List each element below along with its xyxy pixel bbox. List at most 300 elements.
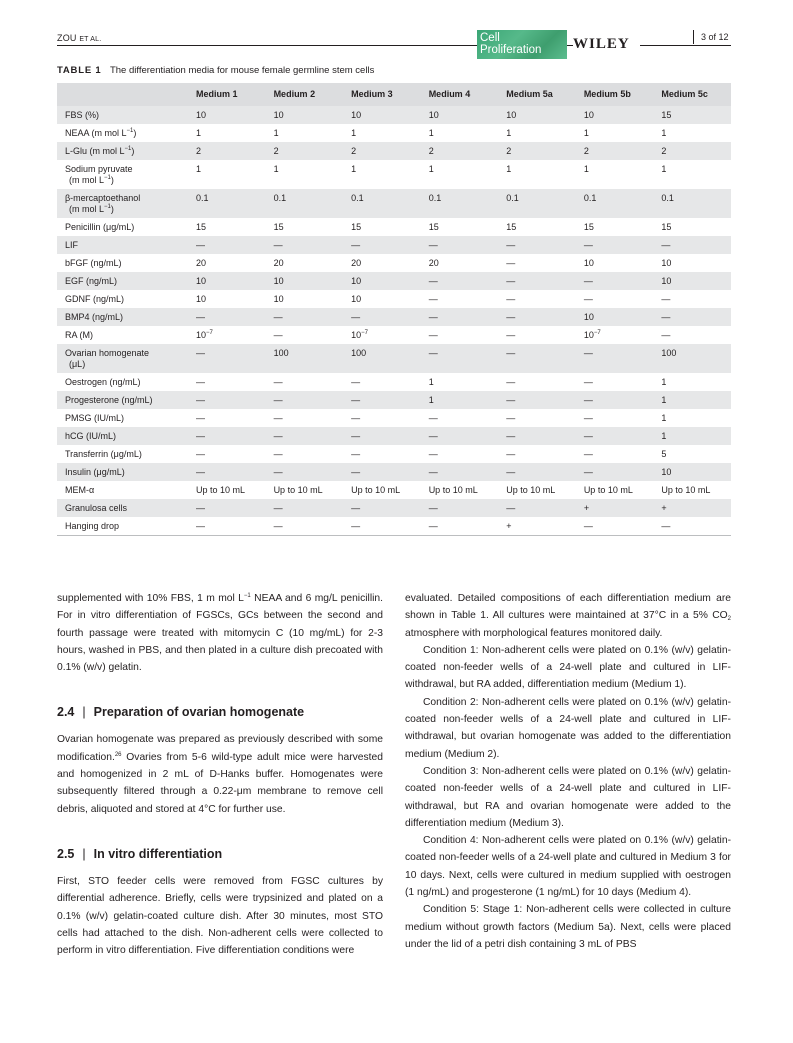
cell-value: — <box>506 503 516 513</box>
row-label-unit <box>65 359 188 370</box>
table-cell <box>343 236 421 254</box>
cell-value: — <box>273 467 283 477</box>
table-cell <box>421 308 499 326</box>
table-cell <box>653 106 731 124</box>
table-cell <box>343 463 421 481</box>
table-cell <box>266 463 344 481</box>
table-cell <box>343 189 421 218</box>
table-cell <box>498 189 576 218</box>
column-header: Medium 3 <box>351 89 393 99</box>
row-label-unit-text: (m mol L <box>69 175 105 185</box>
row-label-text: PMSG (IU/mL) <box>65 413 125 423</box>
cell-value: — <box>428 330 438 340</box>
column-header: Medium 2 <box>273 89 316 99</box>
column-header: Medium 5c <box>661 89 708 99</box>
condition-2-paragraph: Condition 2: Non-adherent cells were plated on 0.1% (w/v) gelatin-coated non-feeder wells of a 24-well plate and cultured in LIF-withdrawal, but ovarian homogenate was added to the differentiation medium (Medium 2). <box>405 696 731 760</box>
table-cell <box>576 106 654 124</box>
row-label-unit-text: (m mol L <box>69 204 105 214</box>
cell-value: 2 <box>351 146 357 156</box>
table-cell <box>498 124 576 142</box>
cell-value: — <box>506 449 516 459</box>
table-cell <box>188 218 266 236</box>
cell-value: 0.1 <box>583 193 597 203</box>
table-cell <box>576 254 654 272</box>
cell-value: 10 <box>273 110 284 120</box>
cell-value: — <box>428 467 438 477</box>
superscript: −1 <box>104 175 111 181</box>
cell-value: — <box>506 348 516 358</box>
cell-value: — <box>661 330 671 340</box>
cell-value: 15 <box>583 222 594 232</box>
row-label <box>57 344 188 373</box>
cell-value: 10 <box>428 110 439 120</box>
cell-value: — <box>351 312 361 322</box>
cell-value: 100 <box>661 348 677 358</box>
cell-value: — <box>351 413 361 423</box>
cell-value: 0.1 <box>196 193 209 203</box>
table-cell <box>498 290 576 308</box>
cell-value: — <box>583 467 593 477</box>
row-label-text: EGF (ng/mL) <box>65 276 118 286</box>
table-cell <box>576 373 654 391</box>
table-cell <box>188 391 266 409</box>
table-cell <box>266 124 344 142</box>
row-label-text: Hanging drop <box>65 521 120 531</box>
row-label-text: MEM-α <box>65 485 95 495</box>
column-header: Medium 5a <box>506 89 553 99</box>
cell-value: 1 <box>661 128 667 138</box>
cell-value: — <box>506 258 516 268</box>
header-rule <box>640 45 731 46</box>
superscript: −1 <box>126 128 134 134</box>
table-cell <box>498 427 576 445</box>
table-cell <box>421 124 499 142</box>
table-cell <box>188 106 266 124</box>
table-cell <box>576 391 654 409</box>
journal-name-line1: Cell <box>480 32 500 44</box>
cell-value: — <box>583 395 593 405</box>
table-cell <box>421 499 499 517</box>
table-row <box>57 160 731 189</box>
cell-value: — <box>196 348 205 358</box>
table-cell <box>188 272 266 290</box>
row-label <box>57 189 188 218</box>
table-cell <box>498 445 576 463</box>
table-row <box>57 272 731 290</box>
table-cell <box>343 499 421 517</box>
table-cell <box>498 391 576 409</box>
cell-value: + <box>506 521 512 531</box>
table-cell <box>653 160 731 189</box>
table-cell <box>188 517 266 536</box>
table-cell <box>653 344 731 373</box>
table-cell <box>266 445 344 463</box>
table-row <box>57 409 731 427</box>
cell-value: — <box>583 294 593 304</box>
table-cell <box>188 445 266 463</box>
row-label-text: NEAA (m mol L <box>65 128 127 138</box>
cell-value: — <box>583 348 593 358</box>
cell-value: — <box>273 449 283 459</box>
row-label <box>57 409 188 427</box>
cell-value: — <box>506 240 516 250</box>
table-cell <box>266 409 344 427</box>
text-run: evaluated. Detailed compositions of each differentiation medium are shown in Table 1. All cultures were maintained at 37°C in a 5% CO <box>405 593 731 622</box>
table-cell <box>653 142 731 160</box>
table-row <box>57 391 731 409</box>
cell-value: 2 <box>273 146 279 156</box>
cell-value: 1 <box>661 395 667 405</box>
cell-value: 2 <box>196 146 202 156</box>
condition-3-paragraph: Condition 3: Non-adherent cells were plated on 0.1% (w/v) gelatin-coated non-feeder wells of a 24-well plate and cultured in LIF-withdrawal, but RA and ovarian homogenate were added to the differentiation medium (Medium 3). <box>405 765 731 829</box>
row-label-text: hCG (IU/mL) <box>65 431 117 441</box>
cell-value: 10 <box>273 276 284 286</box>
subscript: 2 <box>727 616 731 623</box>
cell-value: 10 <box>273 294 284 304</box>
cell-value: — <box>196 467 205 477</box>
table-row <box>57 142 731 160</box>
table-cell <box>653 463 731 481</box>
table-cell <box>343 290 421 308</box>
cell-value: — <box>428 294 438 304</box>
cell-value: — <box>506 395 516 405</box>
exponent: −7 <box>593 330 601 336</box>
cell-value: — <box>196 377 205 387</box>
table-cell <box>421 391 499 409</box>
cell-value: 10 <box>583 330 594 340</box>
table-cell <box>576 124 654 142</box>
table-cell <box>576 290 654 308</box>
cell-value: 1 <box>583 164 589 174</box>
cell-value: 100 <box>273 348 289 358</box>
row-label-unit <box>65 175 188 186</box>
cell-value: Up to 10 mL <box>196 485 246 495</box>
row-label <box>57 124 188 142</box>
table-cell <box>653 308 731 326</box>
table-cell <box>343 344 421 373</box>
table-cell <box>188 254 266 272</box>
cell-value: Up to 10 mL <box>351 485 401 495</box>
table-cell <box>343 391 421 409</box>
table-cell <box>188 481 266 499</box>
table-cell <box>576 272 654 290</box>
cell-value: — <box>196 413 205 423</box>
table-row <box>57 254 731 272</box>
cell-value: 15 <box>506 222 517 232</box>
cell-value: 1 <box>428 128 434 138</box>
text-run: atmosphere with morphological features monitored daily. <box>405 627 663 639</box>
table-cell <box>266 106 344 124</box>
table-body <box>57 106 731 536</box>
superscript: −1 <box>243 593 251 599</box>
cell-value: — <box>428 449 438 459</box>
table-cell <box>421 344 499 373</box>
cell-value: 1 <box>661 164 667 174</box>
table-row <box>57 290 731 308</box>
running-head <box>57 30 731 60</box>
table-header-row <box>57 83 731 106</box>
cell-value: 1 <box>428 395 434 405</box>
row-label <box>57 142 188 160</box>
row-label <box>57 391 188 409</box>
cell-value: 10 <box>506 110 517 120</box>
table-cell <box>576 160 654 189</box>
cell-value: — <box>506 330 516 340</box>
table-cell <box>576 308 654 326</box>
paragraph <box>57 590 383 676</box>
row-label <box>57 517 188 536</box>
cell-value: — <box>428 431 438 441</box>
table-cell <box>266 142 344 160</box>
cell-value: 2 <box>506 146 512 156</box>
table-row <box>57 124 731 142</box>
table-cell <box>498 481 576 499</box>
row-label <box>57 272 188 290</box>
table-row <box>57 499 731 517</box>
table-row <box>57 308 731 326</box>
row-label <box>57 373 188 391</box>
table-cell <box>421 373 499 391</box>
cell-value: 10 <box>661 467 672 477</box>
journal-logo <box>477 30 567 59</box>
row-label-text: Granulosa cells <box>65 503 128 513</box>
cell-value: 20 <box>196 258 207 268</box>
table-cell <box>266 427 344 445</box>
exponent: −7 <box>206 330 213 336</box>
cell-value: 1 <box>196 164 202 174</box>
cell-value: Up to 10 mL <box>583 485 633 495</box>
table-cell <box>653 124 731 142</box>
table-cell <box>343 124 421 142</box>
row-label-text: GDNF (ng/mL) <box>65 294 125 304</box>
table-cell <box>576 445 654 463</box>
cell-value: 0.1 <box>506 193 519 203</box>
condition-5-paragraph: Condition 5: Stage 1: Non-adherent cells were collected in culture medium without growth factors (Medium 5a). Next, cells were placed under the lid of a petri dish containing 3 mL of PBS <box>405 904 731 950</box>
text-run: supplemented with 10% FBS, 1 m mol L <box>57 593 244 604</box>
cell-value: 15 <box>351 222 362 232</box>
row-label <box>57 463 188 481</box>
table-cell <box>653 272 731 290</box>
table-cell <box>498 373 576 391</box>
cell-value: 1 <box>506 164 512 174</box>
cell-value: 10 <box>351 294 362 304</box>
column-header: Medium 4 <box>428 89 471 99</box>
cell-value: — <box>351 395 361 405</box>
cell-value: 1 <box>661 377 667 387</box>
table-cell <box>421 106 499 124</box>
cell-value: — <box>273 312 283 322</box>
cell-value: — <box>196 521 205 531</box>
table-cell <box>188 427 266 445</box>
table-cell <box>266 373 344 391</box>
table-cell <box>653 189 731 218</box>
cell-value: 100 <box>351 348 367 358</box>
table-cell <box>653 236 731 254</box>
table-cell <box>498 106 576 124</box>
cell-value: — <box>273 503 283 513</box>
row-label-text: Penicillin (μg/mL) <box>65 222 135 232</box>
table-cell <box>576 427 654 445</box>
cell-value: 0.1 <box>661 193 674 203</box>
section-heading-2-5: 2.5 | In vitro differentiation <box>57 846 223 861</box>
section-heading-2-4: 2.4 | Preparation of ovarian homogenate <box>57 705 305 720</box>
row-label-tail: ) <box>131 146 135 156</box>
table-cell <box>343 160 421 189</box>
table-cell <box>576 236 654 254</box>
cell-value: 1 <box>273 128 279 138</box>
table-cell <box>188 142 266 160</box>
section-title: Preparation of ovarian homogenate <box>93 705 305 720</box>
table-cell <box>343 445 421 463</box>
table-cell <box>266 481 344 499</box>
table-row <box>57 373 731 391</box>
cell-value: 1 <box>351 128 357 138</box>
paragraph: First, STO feeder cells were removed from FGSC cultures by differential adherence. Briefly, cells were trypsinized and plated on a 0.1% (w/v) gelatin-coated culture dish. After 30 minutes, most STO cells had attached to the dish. Non-adherent cells were collected to perform in vitro differentiation. Five differentiation conditions were <box>57 875 383 957</box>
journal-name-line2: Proliferation <box>480 44 542 56</box>
table-cell <box>266 391 344 409</box>
row-label-text: bFGF (ng/mL) <box>65 258 122 268</box>
cell-value: 20 <box>428 258 439 268</box>
cell-value: 1 <box>428 164 434 174</box>
row-label-text: β-mercaptoethanol <box>65 193 141 203</box>
table-cell <box>653 218 731 236</box>
text-run: NEAA and 6 mg/L penicillin. For in vitro differentiation of FGSCs, GCs between the second and fourth passage were treated with mitomycin C (10 mg/mL) for 2-3 hours, washed in PBS, and then plated in a culture dish precoated with 0.1% (w/v) gelatin. <box>57 593 383 674</box>
table-row <box>57 218 731 236</box>
table-cell <box>266 290 344 308</box>
cell-value: Up to 10 mL <box>273 485 323 495</box>
cell-value: 10 <box>196 110 207 120</box>
table-cell <box>421 326 499 344</box>
cell-value: — <box>428 348 438 358</box>
cell-value: — <box>583 240 593 250</box>
table-caption-text: The differentiation media for mouse female germline stem cells <box>109 65 375 76</box>
table-cell <box>343 481 421 499</box>
table-cell <box>266 272 344 290</box>
table-row <box>57 445 731 463</box>
table-cell <box>498 160 576 189</box>
row-label-text: Ovarian homogenate <box>65 348 150 358</box>
table-cell <box>498 236 576 254</box>
table-cell <box>498 218 576 236</box>
author-name: ZOU <box>57 33 77 43</box>
cell-value: — <box>661 240 671 250</box>
cell-value: 5 <box>661 449 667 459</box>
cell-value: 10 <box>196 330 207 340</box>
row-label-tail: ) <box>110 175 114 185</box>
table-cell <box>498 463 576 481</box>
row-label <box>57 445 188 463</box>
table-cell <box>576 499 654 517</box>
cell-value: 1 <box>273 164 279 174</box>
table-cell <box>266 517 344 536</box>
cell-value: 10 <box>351 276 362 286</box>
table-cell <box>266 326 344 344</box>
table-cell <box>421 290 499 308</box>
cell-value: — <box>196 431 205 441</box>
paragraph <box>57 731 383 817</box>
table-cell <box>421 160 499 189</box>
cell-value: — <box>273 431 283 441</box>
left-column <box>57 590 383 959</box>
cell-value: 10 <box>351 330 362 340</box>
table-row <box>57 481 731 499</box>
cell-value: — <box>351 449 361 459</box>
cell-value: — <box>196 240 205 250</box>
table-cell <box>576 409 654 427</box>
cell-value: — <box>506 431 516 441</box>
table-cell <box>266 499 344 517</box>
table-cell <box>498 517 576 536</box>
paragraph <box>405 590 731 642</box>
cell-value: — <box>273 395 283 405</box>
table-cell <box>653 409 731 427</box>
citation-link[interactable]: 26 <box>114 751 122 758</box>
cell-value: Up to 10 mL <box>661 485 711 495</box>
cell-value: + <box>661 503 667 513</box>
table-cell <box>343 308 421 326</box>
right-column <box>405 590 731 953</box>
cell-value: 15 <box>661 110 672 120</box>
cell-value: — <box>351 431 361 441</box>
row-label <box>57 236 188 254</box>
table-cell <box>498 254 576 272</box>
cell-value: — <box>506 312 516 322</box>
cell-value: — <box>506 467 516 477</box>
cell-value: 1 <box>196 128 202 138</box>
table-cell <box>188 236 266 254</box>
table-row <box>57 463 731 481</box>
row-label <box>57 481 188 499</box>
cell-value: — <box>506 276 516 286</box>
table-row <box>57 427 731 445</box>
cell-value: 2 <box>428 146 434 156</box>
table-cell <box>576 218 654 236</box>
table-cell <box>188 409 266 427</box>
table-cell <box>421 189 499 218</box>
table-cell <box>188 308 266 326</box>
cell-value: 15 <box>661 222 672 232</box>
table-cell <box>576 344 654 373</box>
row-label-text: Progesterone (ng/mL) <box>65 395 153 405</box>
cell-value: 0.1 <box>273 193 287 203</box>
cell-value: 1 <box>661 413 667 423</box>
text-run: Ovarian homogenate was prepared as previously described with some modification. <box>57 734 383 763</box>
cell-value: — <box>661 312 671 322</box>
cell-value: 15 <box>196 222 207 232</box>
table-cell <box>653 254 731 272</box>
cell-value: — <box>351 521 361 531</box>
cell-value: — <box>351 503 361 513</box>
cell-value: — <box>196 312 205 322</box>
table-cell <box>343 326 421 344</box>
cell-value: 1 <box>351 164 357 174</box>
table-cell <box>421 254 499 272</box>
cell-value: 15 <box>428 222 439 232</box>
cell-value: 15 <box>273 222 284 232</box>
cell-value: — <box>351 377 361 387</box>
section-number: 2.5 <box>57 846 75 861</box>
cell-value: — <box>661 294 671 304</box>
row-label <box>57 308 188 326</box>
running-head-author <box>57 33 101 43</box>
row-label <box>57 160 188 189</box>
table-cell <box>343 254 421 272</box>
cell-value: — <box>196 449 205 459</box>
cell-value: — <box>583 521 593 531</box>
superscript: −1 <box>104 204 111 210</box>
table-cell <box>576 142 654 160</box>
cell-value: 2 <box>661 146 667 156</box>
